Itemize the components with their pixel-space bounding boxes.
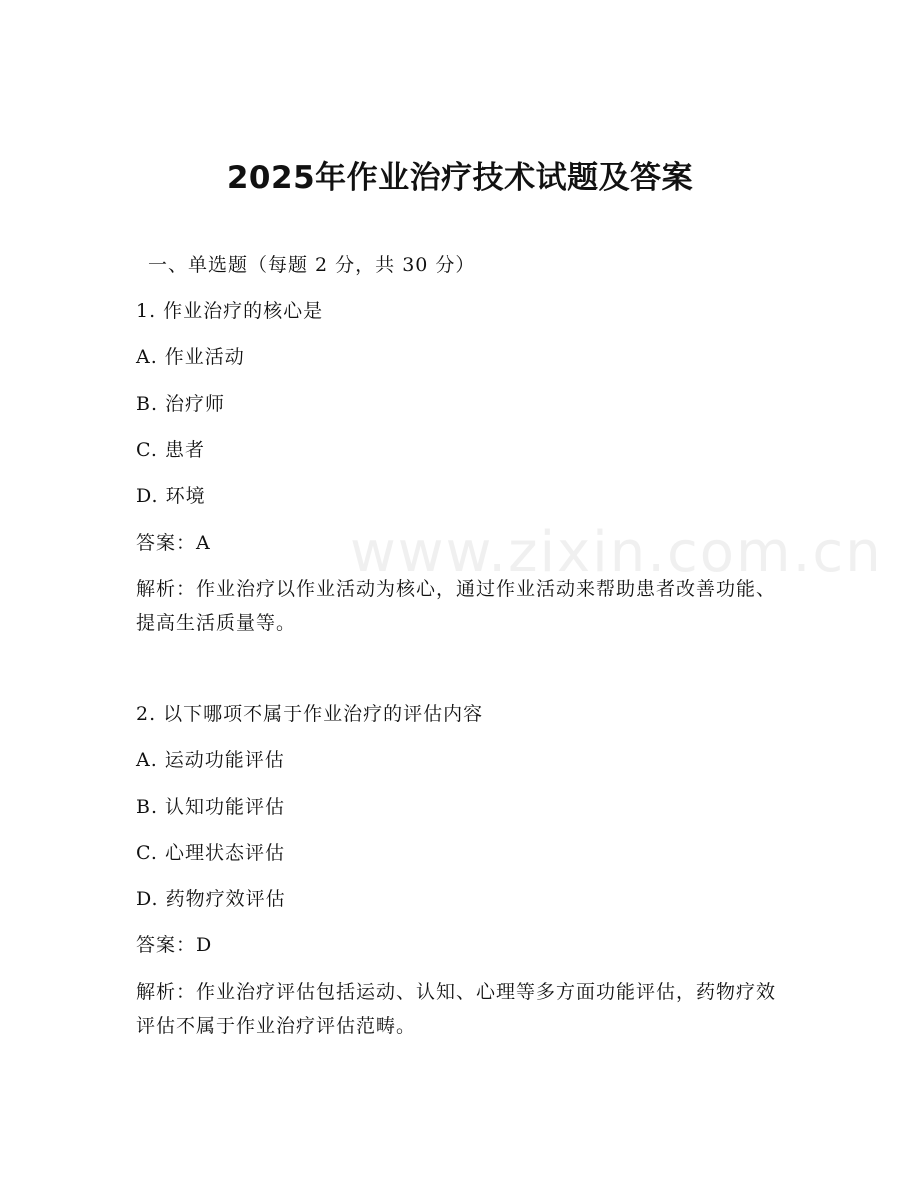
question-2-option-c: C. 心理状态评估 xyxy=(136,842,285,864)
question-1-answer: 答案：A xyxy=(136,532,211,554)
question-1-stem: 1. 作业治疗的核心是 xyxy=(136,300,324,322)
question-2-option-d: D. 药物疗效评估 xyxy=(136,888,286,910)
question-2-explanation: 解析：作业治疗评估包括运动、认知、心理等多方面功能评估，药物疗效评估不属于作业治疗评估范畴。 xyxy=(136,981,777,1037)
watermark: www.zixin.com.cn xyxy=(350,520,883,585)
document-title: 2025年作业治疗技术试题及答案 xyxy=(226,160,694,196)
question-2-option-b: B. 认知功能评估 xyxy=(136,796,286,818)
question-1-explanation: 解析：作业治疗以作业活动为核心，通过作业活动来帮助患者改善功能、提高生活质量等。 xyxy=(136,578,777,634)
question-1-option-a: A. 作业活动 xyxy=(136,346,245,368)
question-1-option-c: C. 患者 xyxy=(136,439,205,461)
section-heading: 一、单选题（每题 2 分，共 30 分） xyxy=(148,254,476,276)
question-2-answer: 答案：D xyxy=(136,934,213,956)
question-2-stem: 2. 以下哪项不属于作业治疗的评估内容 xyxy=(136,703,484,725)
question-2-option-a: A. 运动功能评估 xyxy=(136,749,285,771)
question-1-option-d: D. 环境 xyxy=(136,485,206,507)
question-1-option-b: B. 治疗师 xyxy=(136,393,226,415)
